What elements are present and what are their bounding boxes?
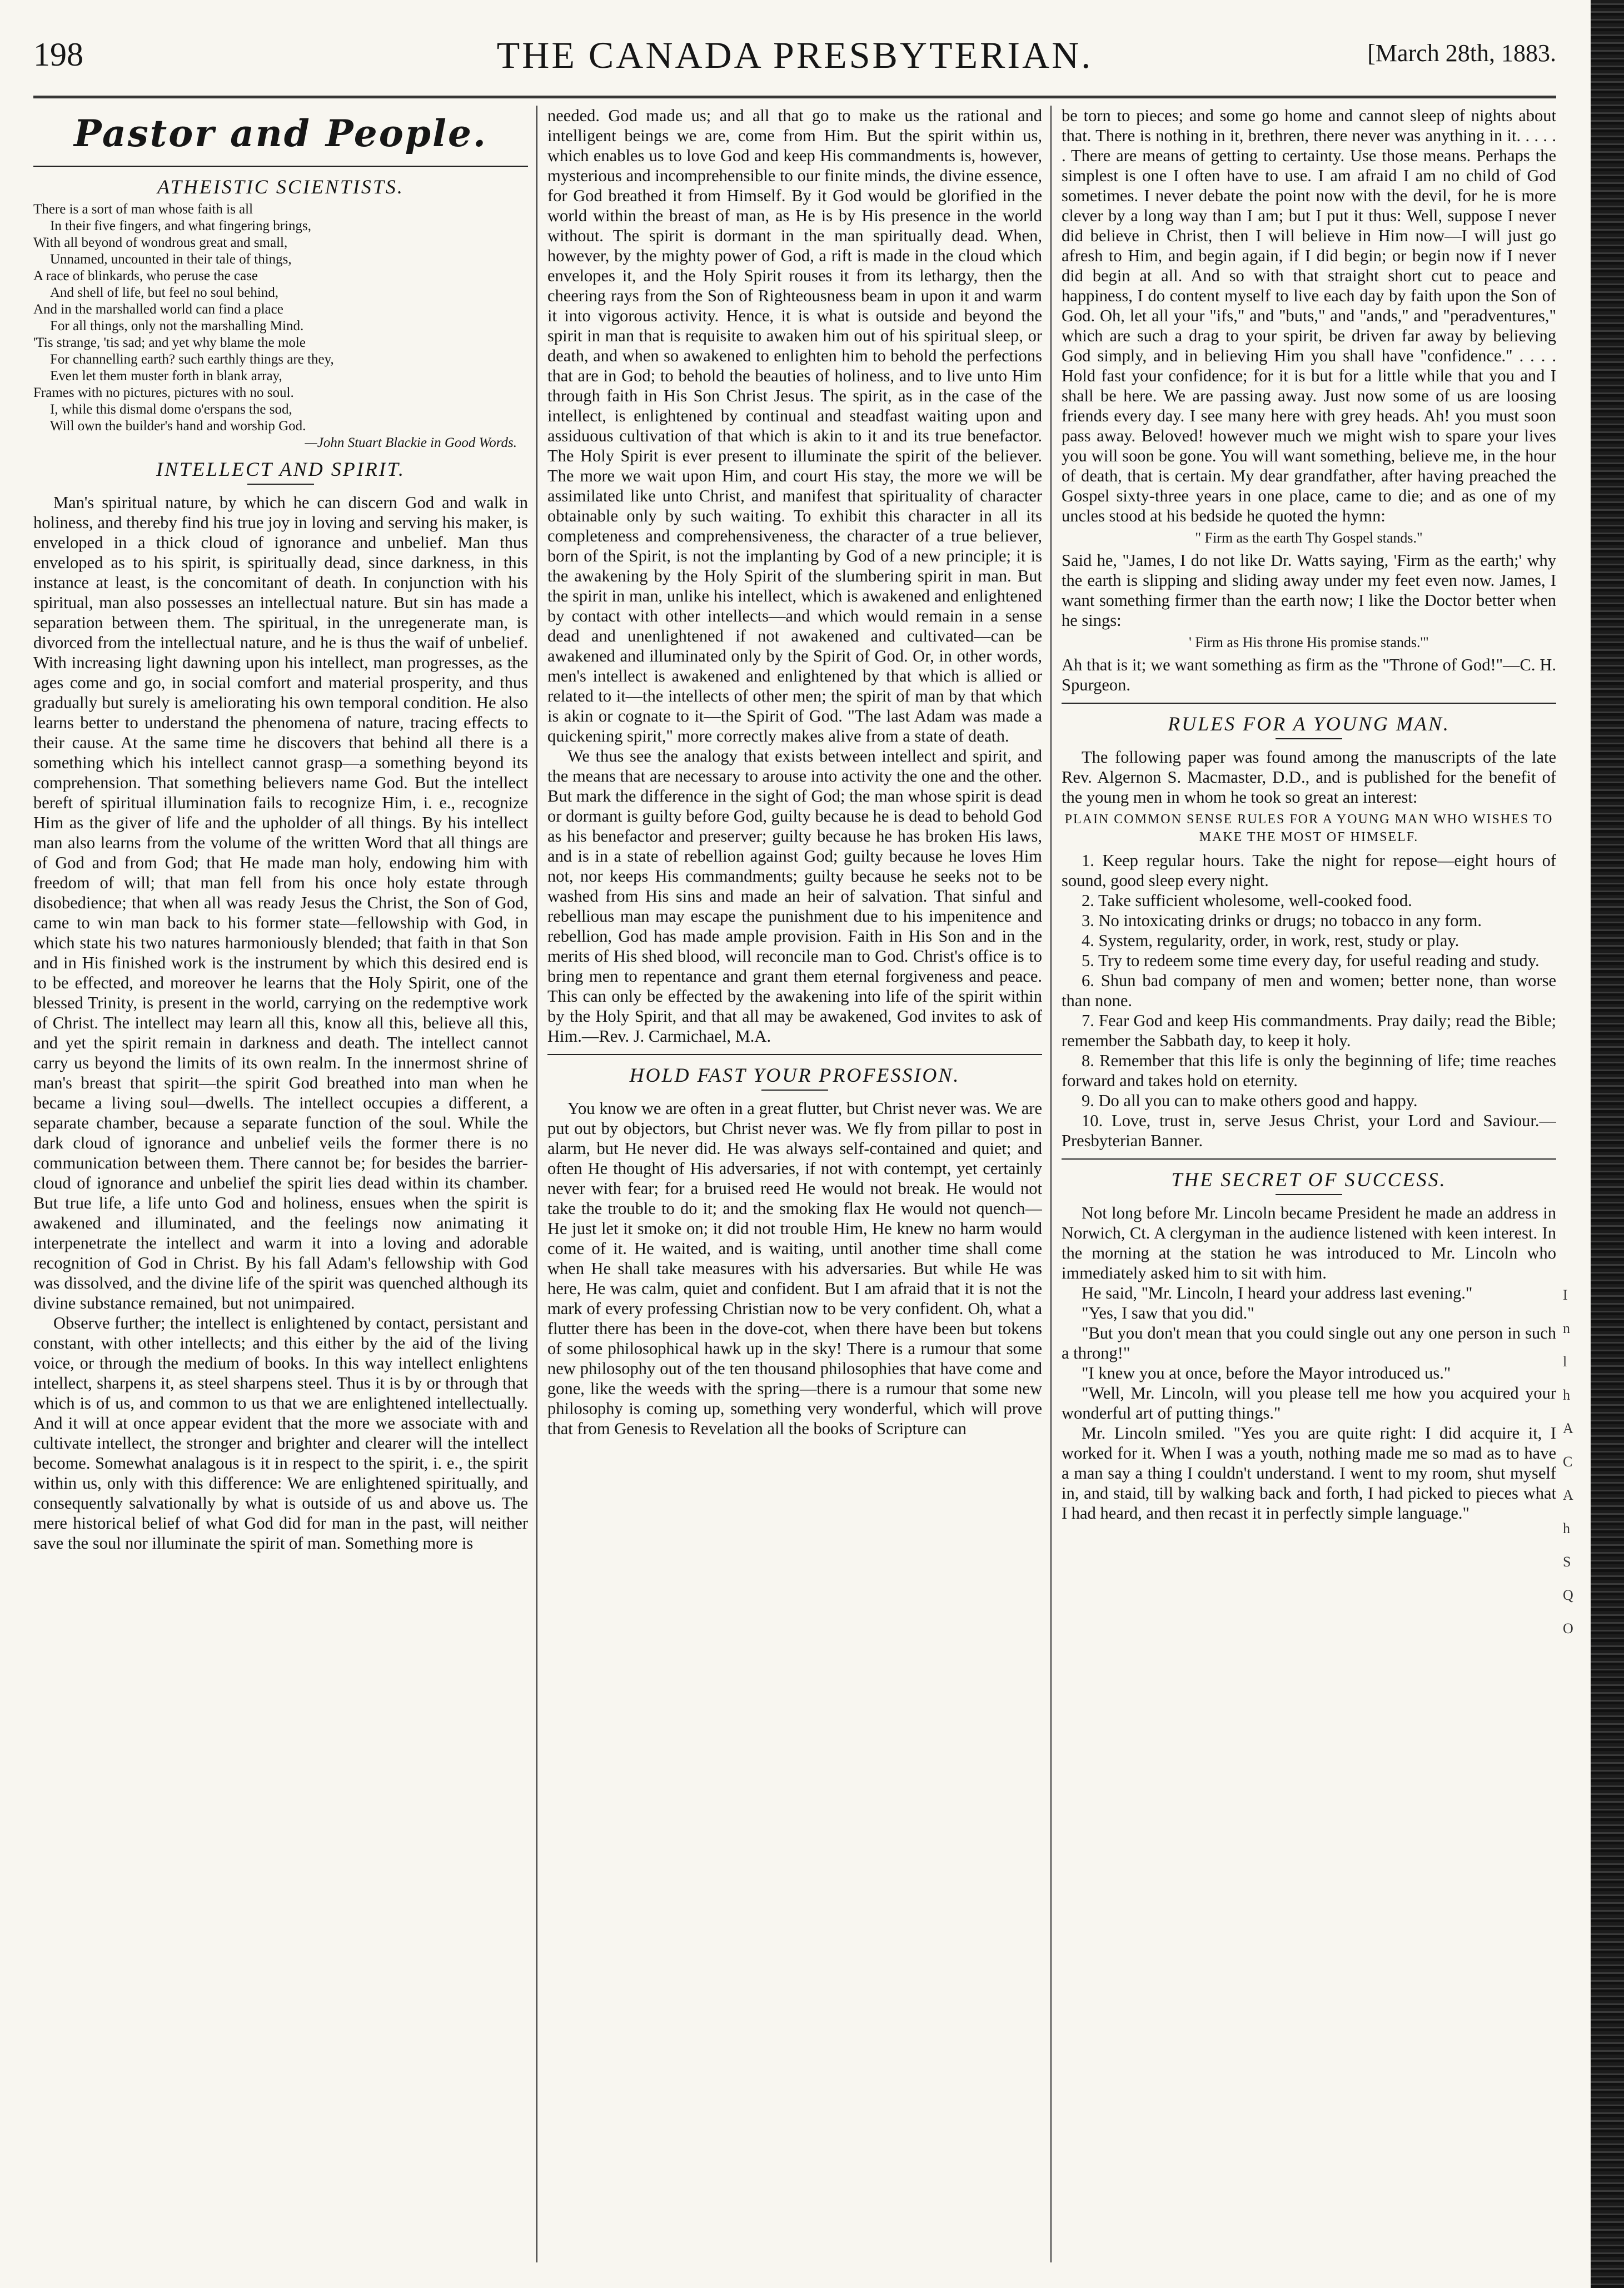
- poem-line: Even let them muster forth in blank array,: [50, 369, 282, 384]
- article-paragraph: "Well, Mr. Lincoln, will you please tell me how you acquired your wonderful art of putting things.": [1062, 1384, 1556, 1422]
- list-item: 4. System, regularity, order, in work, rest, study or play.: [1082, 931, 1459, 950]
- margin-letter: S: [1563, 1554, 1571, 1570]
- hymn-quote: " Firm as the earth Thy Gospel stands.": [1195, 530, 1423, 546]
- poem-line: Will own the builder's hand and worship God.: [50, 419, 306, 434]
- rules-list: [1062, 850, 1556, 1151]
- article-paragraph: We thus see the analogy that exists between intellect and spirit, and the means that are necessary to arouse into activity the one and the other. But mark the difference in the sight of God; the man whose spirit is dead or dormant is guilty before God, guilty because he is dead to behold God as his benefactor and preserver; guilty because he has broken His laws, and is in a state of rebellion against God; guilty because he loves Him not, nor keeps His commandments; guilty because he seeks not to be washed from His sins and made an heir of salvation. That sinful and rebellious man may escape the punishment due to his impenitence and rebellion, God has made ample provision. Faith in His Son and in the merits of His shed blood, will reconcile man to God. Christ's office is to bring men to repentance and grant them eternal forgiveness and peace. This can only be effected by the awakening into life of the spirit within by the Holy Spirit, and that all may be awakened, God invites to ask of Him.—Rev. J. Carmichael, M.A.: [547, 747, 1042, 1046]
- article-paragraph: "I knew you at once, before the Mayor introduced us.": [1082, 1364, 1451, 1382]
- adjacent-page-fragment: [1563, 1279, 1587, 2168]
- article-paragraph: He said, "Mr. Lincoln, I heard your address last evening.": [1082, 1284, 1473, 1302]
- article-title: HOLD FAST YOUR PROFESSION.: [629, 1064, 960, 1086]
- poem-line: With all beyond of wondrous great and small,: [33, 235, 288, 250]
- poem-line: Unnamed, uncounted in their tale of things,: [50, 252, 292, 267]
- poem-line: Frames with no pictures, pictures with no soul.: [33, 385, 294, 400]
- section-rule: [1062, 1158, 1556, 1160]
- margin-letter: l: [1563, 1354, 1567, 1370]
- margin-letter: n: [1563, 1320, 1570, 1336]
- list-item: 9. Do all you can to make others good and happy.: [1082, 1091, 1418, 1110]
- header-rule: [33, 96, 1556, 98]
- article-paragraph: The following paper was found among the manuscripts of the late Rev. Algernon S. Macmaster, D.D., and is published for the benefit of the young men in whom he took so great an interest:: [1062, 748, 1556, 807]
- list-item: 6. Shun bad company of men and women; better none, than worse than none.: [1062, 971, 1556, 1010]
- poem-line: I, while this dismal dome o'erspans the sod,: [50, 402, 292, 417]
- article-paragraph: be torn to pieces; and some go home and cannot sleep of nights about that. There is nothing in it, brethren, there never was anything in it. . . . . . There are means of getting to certainty. Use those means. Perhaps the simplest is one I often have to use. I am afraid I am no child of God sometimes. I never debate the point now with the devil, for he is more clever by a long way than I am; but I put it thus: Well, suppose I never did believe in Christ, then I will believe in Him now—I will just go afresh to Him, and begin again, if I did begin; or begin now if I never did begin at all. And so with that straight short cut to peace and happiness, I do content myself to live each day by faith upon the Son of God. Oh, let all your "ifs," and "buts," and "ands," and "peradventures," which are such a drag to your spirit, be driven far away by believing God simply, and in believing Him you shall have "confidence." . . . . Hold fast your confidence; for it is but for a little while that you and I shall be here. We are passing away. Just now some of us are loosing friends every day. I see many here with grey heads. Ah! you must soon pass away. Beloved! however much we might wish to spare your lives you will soon be gone. You will want something, believe me, in the hour of death, that is certain. My dear grandfather, after having preached the Gospel sixty-three years in one place, came to die; and as one of my uncles stood at his bedside he quoted the hymn:: [1062, 106, 1556, 525]
- article-paragraph: needed. God made us; and all that go to make us the rational and intelligent beings we are, come from Him. But the spirit within us, which enables us to love God and keep His commandments is, however, mysterious and incomprehensible to our finite minds, the divine essence, for God breathed it from Himself. By it God would be glorified in the world within the breast of man, as He is by His presence in the world without. The spirit is dormant in the man spiritually dead. When, however, by the mighty power of God, a rift is made in the cloud which envelopes it, and the Holy Spirit rouses it from its lethargy, then the cheering rays from the Son of Righteousness beam in upon it and warm it into vigorous activity. Hence, it is what is outside and beyond the spirit in man that is requisite to awaken him out of his spiritual sleep, or death, and when so awakened to enlighten him to behold the perfections that are in God; to behold the beauties of holiness, and to live unto Him through faith in His Son Christ Jesus. The spirit, as in the case of the intellect, is enlightened by continual and steadfast waiting upon and assiduous cultivation of that which is akin to it and its true benefactor. The Holy Spirit is ever present to illuminate the spirit of the believer. The more we wait upon Him, and court His stay, the more we will be assimilated like unto Christ, and manifest that spirituality of character obtainable only by such waiting. To exhibit this character in all its completeness and comprehensiveness, the character of a true believer, born of the Spirit, is not the implanting by God of a new principle; it is the awakening by the Holy Spirit of the slumbering spirit in man. But the spirit in man, unlike his intellect, which is awakened and enlightened by contact with other intellects—and which would remain in a sense dead and unenlightened if not awakened and cultivated—can be awakened and illuminated only by the Spirit of God. Or, in other words, men's intellect is awakened and enlightened by that which is allied or related to it—the intellects of other men; the spirit of man by that which is akin or cognate to it—the Spirit of God. "The last Adam was made a quickening spirit," more correctly makes alive from a state of death.: [547, 106, 1042, 745]
- column-divider: [1050, 106, 1052, 2262]
- list-item: 8. Remember that this life is only the beginning of life; time reaches forward and takes hold on eternity.: [1062, 1051, 1556, 1090]
- title-rule: [1276, 738, 1342, 739]
- poem-line: For all things, only not the marshalling Mind.: [50, 319, 304, 334]
- poem-line: For channelling earth? such earthly things are they,: [50, 352, 334, 367]
- page-header: [33, 33, 1556, 94]
- margin-letter: h: [1563, 1387, 1570, 1403]
- column-1: [33, 106, 528, 2262]
- article-title: INTELLECT AND SPIRIT.: [156, 458, 406, 480]
- article-paragraph: Mr. Lincoln smiled. "Yes you are quite right: I did acquire it, I worked for it. When I was a youth, nothing made me so mad as to have a man say a thing I couldn't understand. I went to my room, shut myself in, and staid, till by walking back and forth, I had picked to pieces what I had heard, and then recast it in perfectly simple language.": [1062, 1424, 1556, 1523]
- list-item: 2. Take sufficient wholesome, well-cooked food.: [1082, 891, 1412, 910]
- list-item: 10. Love, trust in, serve Jesus Christ, your Lord and Saviour.—Presbyterian Banner.: [1062, 1111, 1556, 1150]
- poem-line: In their five fingers, and what fingering brings,: [50, 218, 312, 233]
- column-divider: [536, 106, 537, 2262]
- title-rule: [247, 484, 314, 485]
- poem: [33, 201, 528, 451]
- rules-heading: PLAIN COMMON SENSE RULES FOR A YOUNG MAN WHO WISHES TO MAKE THE MOST OF HIMSELF.: [1064, 812, 1553, 844]
- article-paragraph: You know we are often in a great flutter, but Christ never was. We are put out by objectors, but Christ never was. We fly from pillar to post in alarm, but He never did. He was always self-contained and quiet; and often He thought of His adversaries, if not with contempt, yet certainly never with fear; for a bruised reed He would not break. He would not take the trouble to do it; and the smoking flax He would not quench—He just let it smoke on; it did not trouble Him, He knew no harm would come of it. He waited, and is waiting, until another time shall come when He shall take measures with his adversaries. But while He was here, He was calm, quiet and confident. But I am afraid that it is not the mark of every professing Christian now to be very confident. Oh, what a flutter there has been in the dove-cot, when there have been but tokens of some philosophical hawk up in the sky! There is a rumour that some new philosophy out of the ten thousand philosophies that have come and gone, like the weeds with the spring—there is a rumour that some new philosophy is coming up, something very wonderful, which will prove that from Genesis to Revelation all the books of Scripture can: [547, 1099, 1042, 1438]
- article-paragraph: Observe further; the intellect is enlightened by contact, persistant and constant, with other intellects; and this either by the aid of the living voice, or through the medium of books. In this way intellect enlightens intellect, sharpens it, as steel sharpens steel. Thus it is by or through that which is of us, and common to us that we are enlightened intellectually. And it will at once appear evident that the more we associate with and cultivate intellect, the stronger and brighter and clearer will the intellect become. Somewhat analagous is it in respect to the spirit, i. e., the spirit within us, only with this difference: We are enlightened spiritually, and consequently salvationally by what is outside of us and above us. The mere historical belief of what God did for man in the past, will neither save the soul nor illuminate the spirit of man. Something more is: [33, 1314, 528, 1553]
- list-item: 1. Keep regular hours. Take the night for repose—eight hours of sound, good sleep every night.: [1062, 851, 1556, 890]
- article-title: RULES FOR A YOUNG MAN.: [1168, 713, 1450, 735]
- poem-attribution: —John Stuart Blackie in Good Words.: [305, 435, 517, 450]
- title-rule: [1276, 1194, 1342, 1195]
- list-item: 7. Fear God and keep His commandments. Pray daily; read the Bible; remember the Sabbath day, to keep it holy.: [1062, 1011, 1556, 1050]
- poem-line: And in the marshalled world can find a place: [33, 302, 283, 317]
- list-item: 3. No intoxicating drinks or drugs; no tobacco in any form.: [1082, 911, 1482, 930]
- article-paragraph: "Yes, I saw that you did.": [1082, 1304, 1254, 1322]
- list-item: 5. Try to redeem some time every day, for useful reading and study.: [1082, 951, 1540, 970]
- section-rule: [33, 166, 528, 167]
- article-paragraph: Ah that is it; we want something as firm as the "Throne of God!"—C. H. Spurgeon.: [1062, 655, 1556, 694]
- margin-letter: A: [1563, 1487, 1573, 1503]
- article-paragraph: Not long before Mr. Lincoln became President he made an address in Norwich, Ct. A clergyman in the audience listened with keen interest. In the morning at the station he was introduced to Mr. Lincoln who immediately asked him to sit with him.: [1062, 1203, 1556, 1282]
- article-paragraph: "But you don't mean that you could single out any one person in such a throng!": [1062, 1324, 1556, 1362]
- margin-letter: C: [1563, 1454, 1573, 1470]
- article-title: THE SECRET OF SUCCESS.: [1171, 1168, 1447, 1191]
- margin-letter: A: [1563, 1420, 1573, 1436]
- poem-line: 'Tis strange, 'tis sad; and yet why blame the mole: [33, 335, 306, 350]
- article-paragraph: Man's spiritual nature, by which he can discern God and walk in holiness, and thereby find his true joy in loving and serving his maker, is enveloped in a thick cloud of ignorance and unbelief. Man thus enveloped as to his spirit, is spiritually dead, since darkness, in this instance at least, is the concomitant of death. In conjunction with his spiritual, man also possesses an intellectual nature. But sin has made a separation between them. The spiritual, in the unregenerate man, is divorced from the intellectual nature, and he is thus the waif of unbelief. With increasing light dawning upon his intellect, man progresses, as the ages come and go, in social comfort and material prosperity, and thus gradually but surely is ameliorating his own temporal condition. He also learns better to understand the phenomena of nature, tracing effects to their cause. At the same time he discovers that behind all there is a something which his intellect cannot grasp—a something beyond its comprehension. That something believers name God. But the intellect bereft of spiritual illumination fails to recognize Him, i. e., recognize Him as the giver of life and the upholder of all things. By his intellect man also learns from the volume of the written Word that all things are of God and from God; that He made man holy, endowing him with freedom of will; that man fell from his once holy estate through disobedience; that when all was ready Jesus the Christ, the Son of God, came to win man back to his former state—fellowship with God, in which state his two natures harmoniously blended; that faith in that Son and in His finished work is the instrument by which this desired end is to be effected, and moreover he learns that the Holy Spirit, one of the blessed Trinity, is present in the world, carrying on the redemptive work of Christ. The intellect may learn all this, know all this, believe all this, and yet the spirit remain in darkness and death. The intellect cannot carry us beyond the limits of its own realm. In the innermost shrine of man's breast that spirit—the spirit God breathed into man when he became a living soul—dwells. The intellect occupies a different, a separate chamber, because a separate function of the soul. While the dark cloud of ignorance and unbelief veils the former there is no communication between them. There cannot be; for besides the barrier-cloud of ignorance and unbelief the spirit lies dead within its chamber. But true life, a life unto God and holiness, ensues when the spirit is awakened and illuminated, and the feelings now animating it interpenetrate the intellect and warm it into a loving and adorable recognition of God in Christ. By his fall Adam's fellowship with God was dissolved, and the divine life of the spirit was quenched although its divine substance remained, but not unimpaired.: [33, 493, 528, 1312]
- margin-letter: O: [1563, 1620, 1573, 1637]
- poem-line: A race of blinkards, who peruse the case: [33, 268, 258, 283]
- publication-title: THE CANADA PRESBYTERIAN.: [496, 34, 1093, 76]
- column-3: [1062, 106, 1556, 2262]
- section-rule: [1062, 703, 1556, 704]
- margin-letter: I: [1563, 1287, 1568, 1303]
- column-2: [547, 106, 1042, 2262]
- issue-date: [March 28th, 1883.: [1367, 39, 1556, 67]
- poem-title: ATHEISTIC SCIENTISTS.: [157, 176, 404, 198]
- article-paragraph: Said he, "James, I do not like Dr. Watts saying, 'Firm as the earth;' why the earth is slipping and sliding away under my feet even now. James, I want something firmer than the earth now; I like the Doctor better when he sings:: [1062, 551, 1556, 630]
- poem-line: And shell of life, but feel no soul behind,: [50, 285, 279, 300]
- margin-letter: Q: [1563, 1587, 1573, 1603]
- hymn-quote: ' Firm as His throne His promise stands.'": [1189, 634, 1429, 650]
- department-title: Pastor and People.: [74, 112, 487, 155]
- margin-letter: h: [1563, 1520, 1570, 1536]
- page-number: 198: [33, 36, 83, 73]
- poem-line: There is a sort of man whose faith is all: [33, 202, 253, 217]
- section-rule: [547, 1054, 1042, 1055]
- binding-edge: [1591, 0, 1624, 2288]
- title-rule: [761, 1090, 828, 1091]
